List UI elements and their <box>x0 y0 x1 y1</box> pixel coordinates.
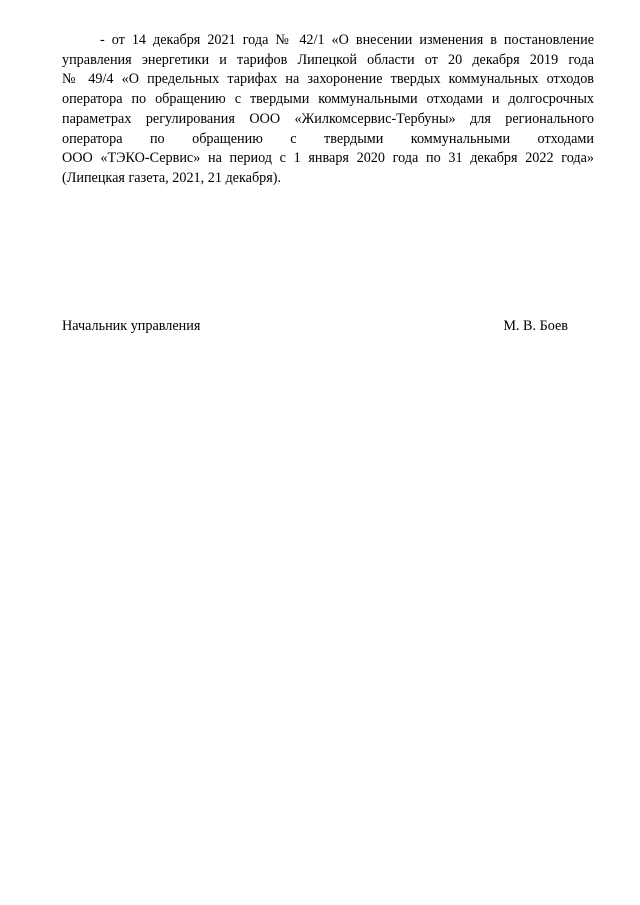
signer-position: Начальник управления <box>62 318 201 334</box>
signature-block <box>62 316 568 336</box>
signer-name: М. В. Боев <box>503 318 568 334</box>
paragraph-line: ООО «ТЭКО-Сервис» на период с 1 января 2020 года по 31 декабря 2022 года» <box>62 150 594 167</box>
paragraph-line: оператора по обращению с твердыми коммунальными отходами и долгосрочных <box>62 91 594 108</box>
resolution-paragraph <box>62 31 594 189</box>
paragraph-line: (Липецкая газета, 2021, 21 декабря). <box>62 169 282 186</box>
paragraph-line: оператора по обращению с твердыми коммунальными отходами <box>62 130 594 147</box>
paragraph-line: параметрах регулирования ООО «Жилкомсервис-Тербуны» для регионального <box>62 110 594 127</box>
paragraph-line: - от 14 декабря 2021 года № 42/1 «О внесении изменения в постановление <box>100 32 594 48</box>
paragraph-line: управления энергетики и тарифов Липецкой области от 20 декабря 2019 года <box>62 51 594 68</box>
paragraph-line: № 49/4 «О предельных тарифах на захоронение твердых коммунальных отходов <box>62 71 594 88</box>
